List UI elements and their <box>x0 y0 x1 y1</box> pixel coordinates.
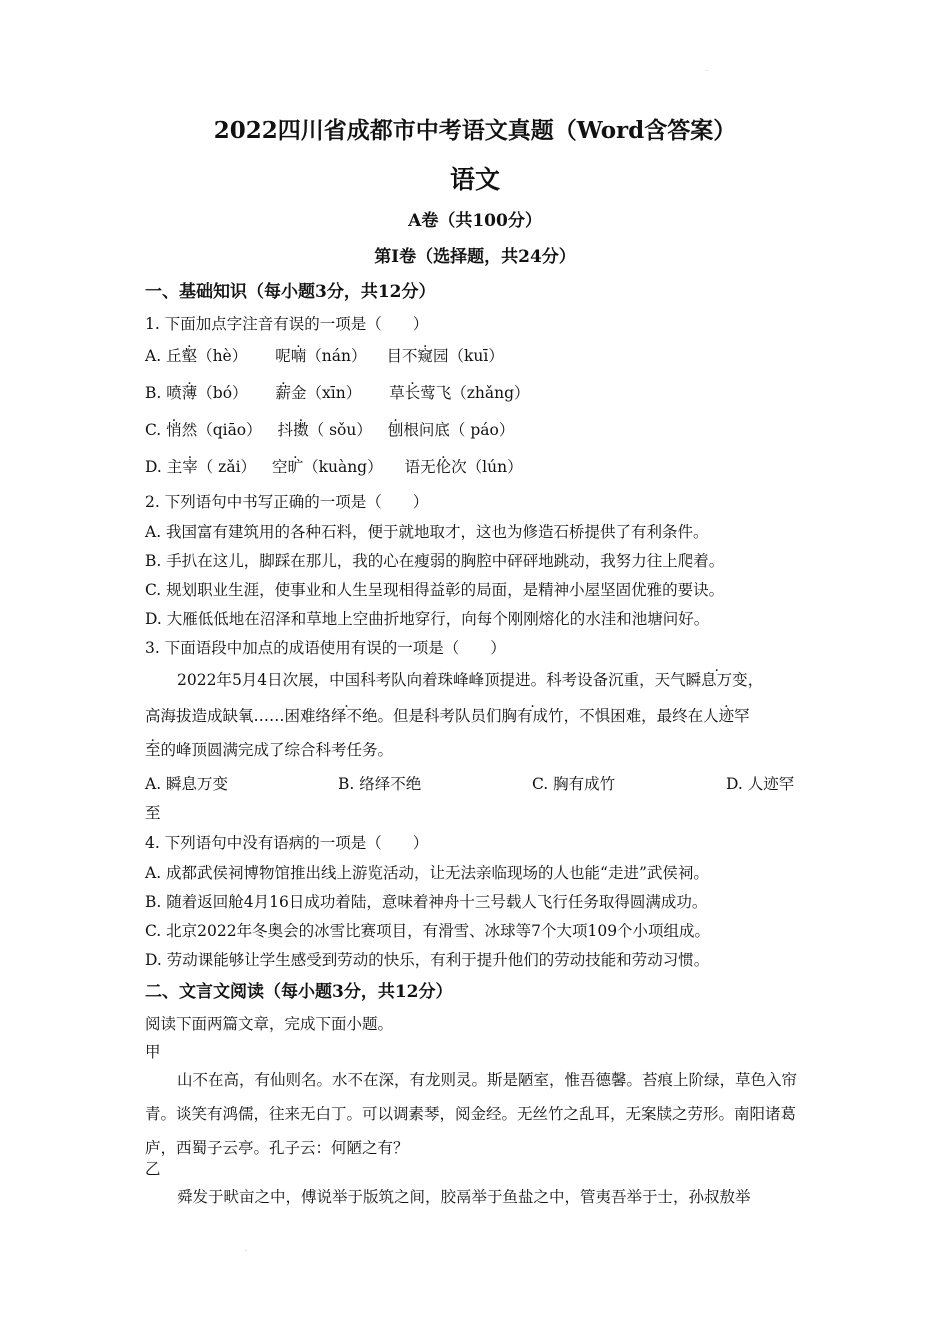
passage-jia-text: 山不在高，有仙则名。水不在深，有龙则灵。斯是陋室，惟吾德馨。苔痕上阶绿，草色入帘青。谈笑有鸿儒，往来无白丁。可以调素琴，阅金经。无丝竹之乱耳，无案牍之劳形。南阳诸葛庐，西蜀子云亭。孔子云：何陋之有？ <box>145 1071 798 1157</box>
passage-jia-label: 甲 <box>145 1043 161 1061</box>
footer-mark: · <box>245 1248 247 1255</box>
q3-passage-line2: 高海拔造成缺氧……困难络绎不绝。但是科考队员们胸有成竹，不惧困难，最终在人迹罕 <box>145 707 750 725</box>
q4-option-b[interactable]: B. 随着返回舱4月16日成功着陆，意味着神舟十三号载人飞行任务取得圆满成功。 <box>145 893 708 911</box>
subject-title: 语文 <box>449 165 500 194</box>
q3-option-b[interactable]: B. 络绎不绝 <box>338 775 422 793</box>
passage-yi-text: 舜发于畎亩之中，傅说举于版筑之间，胶鬲举于鱼盐之中，管夷吾举于士，孙叔敖举 <box>177 1188 751 1206</box>
q1-stem: 1. 下面加点字注音有误的一项是（ ） <box>145 315 429 333</box>
q3-stem: 3. 下面语段中加点的成语使用有误的一项是（ ） <box>145 639 506 657</box>
q3-option-a[interactable]: A. 瞬息万变 <box>145 775 229 793</box>
section2-intro: 阅读下面两篇文章，完成下面小题。 <box>145 1015 394 1033</box>
q4-option-c[interactable]: C. 北京2022年冬奥会的冰雪比赛项目，有滑雪、冰球等7个大项109个小项组成。 <box>145 922 711 940</box>
q3-option-d[interactable]: D. 人迹罕 <box>726 775 795 793</box>
q4-stem: 4. 下列语句中没有语病的一项是（ ） <box>145 834 429 852</box>
volume-a-title: A卷（共100分） <box>408 211 542 231</box>
q2-option-d[interactable]: D. 大雁低低地在沼泽和草地上空曲折地穿行，向每个刚刚熔化的水洼和池塘问好。 <box>145 610 710 628</box>
q3-option-d-cont: 至 <box>145 804 161 822</box>
q2-option-c[interactable]: C. 规划职业生涯，使事业和人生呈现相得益彰的局面，是精神小屋坚固优雅的要诀。 <box>145 581 725 599</box>
q1-option-d[interactable]: D. 主宰（ zǎi） 空旷（kuàng） 语无伦次（lún） <box>145 458 523 476</box>
section2-heading: 二、文言文阅读（每小题3分，共12分） <box>145 982 453 1002</box>
q4-option-a[interactable]: A. 成都武侯祠博物馆推出线上游览活动，让无法亲临现场的人也能“走进”武侯祠。 <box>145 864 709 882</box>
q4-option-d[interactable]: D. 劳动课能够让学生感受到劳动的快乐，有利于提升他们的劳动技能和劳动习惯。 <box>145 951 710 969</box>
q1-option-a[interactable]: A. 丘壑（hè） 呢喃（nán） 目不窥园（kuī） <box>145 347 504 365</box>
q3-option-c[interactable]: C. 胸有成竹 <box>532 775 616 793</box>
passage-yi-label: 乙 <box>145 1160 161 1178</box>
q1-option-c[interactable]: C. 悄然（qiāo） 抖擞（ sǒu） 刨根问底（ páo） <box>145 421 515 439</box>
document-title: 2022四川省成都市中考语文真题（Word含答案） <box>213 117 737 144</box>
corner-mark: · <box>706 68 708 75</box>
q1-option-b[interactable]: B. 喷薄（bó） 薪金（xīn） 草长莺飞（zhǎng） <box>145 384 530 402</box>
q2-option-b[interactable]: B. 手扒在这儿，脚踩在那儿，我的心在瘦弱的胸腔中砰砰地跳动，我努力往上爬着。 <box>145 552 725 570</box>
section1-heading: 一、基础知识（每小题3分，共12分） <box>145 282 436 302</box>
q2-option-a[interactable]: A. 我国富有建筑用的各种石料，便于就地取才，这也为修造石桥提供了有利条件。 <box>145 523 709 541</box>
part1-title: 第Ⅰ卷（选择题，共24分） <box>374 247 576 267</box>
q3-passage-line3: 至的峰顶圆满完成了综合科考任务。 <box>145 741 394 759</box>
q3-passage-line1: 2022年5月4日次展，中国科考队向着珠峰峰顶提进。科考设备沉重，天气瞬息万变， <box>177 671 764 689</box>
q2-stem: 2. 下列语句中书写正确的一项是（ ） <box>145 493 429 511</box>
